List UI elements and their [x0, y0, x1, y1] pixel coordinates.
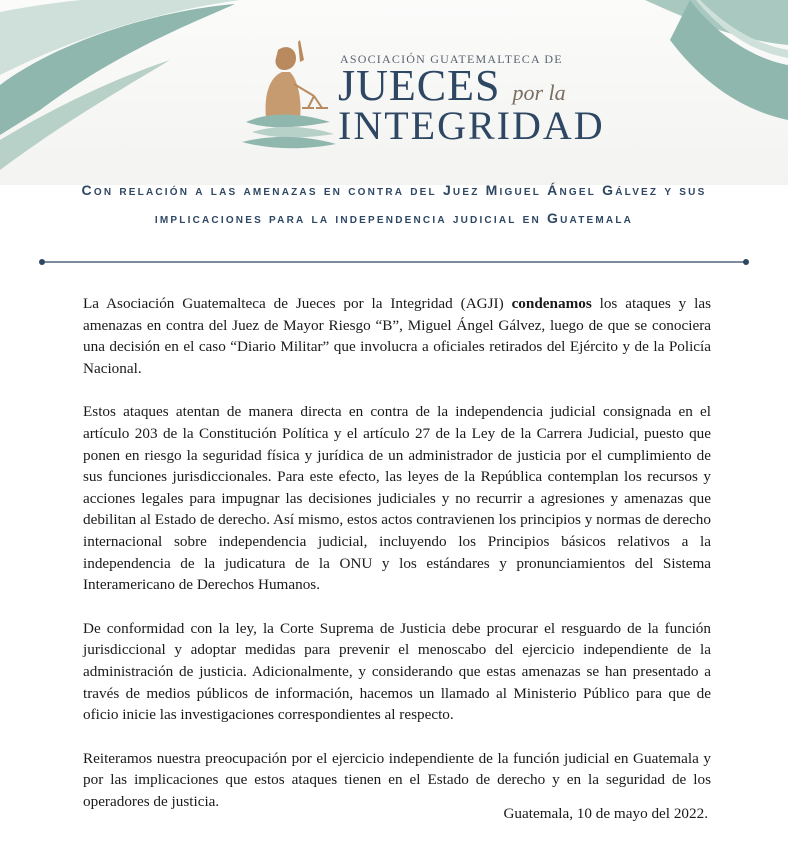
document-title: Con relación a las amenazas en contra del Juez Miguel Ángel Gálvez y sus implicaciones para la independencia judicial en Guatemala — [81, 182, 707, 226]
paragraph-1 — [83, 293, 711, 379]
paragraph-1-bold: condenamos — [511, 295, 592, 312]
paragraph-1-text-a: La Asociación Guatemalteca de Jueces por la Integridad (AGJI) — [83, 295, 512, 312]
paragraph-3: De conformidad con la ley, la Corte Suprema de Justicia debe procurar el resguardo de la función jurisdiccional y adoptar medidas para prevenir el menoscabo del ejercicio independiente de la administración de justicia. Adicionalmente, y considerando que estas amenazas se han presentado a través de medios públicos de información, hacemos un llamado al Ministerio Público para que de oficio inicie las investigaciones correspondientes al respecto. — [83, 619, 711, 724]
paragraph-2: Estos ataques atentan de manera directa en contra de la independencia judicial consignada en el artículo 203 de la Constitución Política y el artículo 27 de la Ley de la Carrera Judicial, puesto que ponen en riesgo la seguridad física y jurídica de un administrador de justicia por el cumplimiento de sus funciones jurisdiccionales. Para este efecto, las leyes de la República contemplan los recursos y acciones legales para impugnar las decisiones judiciales y no recurrir a agresiones y amenazas que debilitan al Estado de derecho. Así mismo, estos actos contravienen los principios y normas de derecho internacional sobre independencia judicial, incluyendo los Principios básicos relativos a la independencia de la judicatura de la ONU y los estándares y pronunciamientos del Sistema Interamericano de Derechos Humanos. — [83, 403, 711, 594]
org-name-line1: ASOCIACIÓN GUATEMALTECA DE — [340, 52, 563, 66]
paragraph-4: Reiteramos nuestra preocupación por el ejercicio independiente de la función judicial en Guatemala y por las implicaciones que estos ataques tienen en el Estado de derecho y en la seguridad de los operadores de justicia. — [83, 749, 711, 810]
org-por-la: por la — [512, 80, 566, 105]
org-jueces: JUECES — [338, 61, 501, 110]
paragraph-1-text-c: los ataques y las amenazas en contra del Juez de Mayor Riesgo “B”, Miguel Ángel Gálvez, luego de que se conociera una decisión en el caso “Diario Militar” que involucra a oficiales retirados del Ejército y de la Policía Nacional. — [83, 295, 712, 377]
scales-of-justice-figure-icon — [238, 38, 338, 156]
document-date: Guatemala, 10 de mayo del 2022. — [503, 805, 708, 822]
org-name-line3: INTEGRIDAD — [338, 103, 605, 148]
document-body — [83, 293, 711, 834]
title-divider — [38, 257, 750, 267]
organization-logo — [238, 38, 605, 156]
